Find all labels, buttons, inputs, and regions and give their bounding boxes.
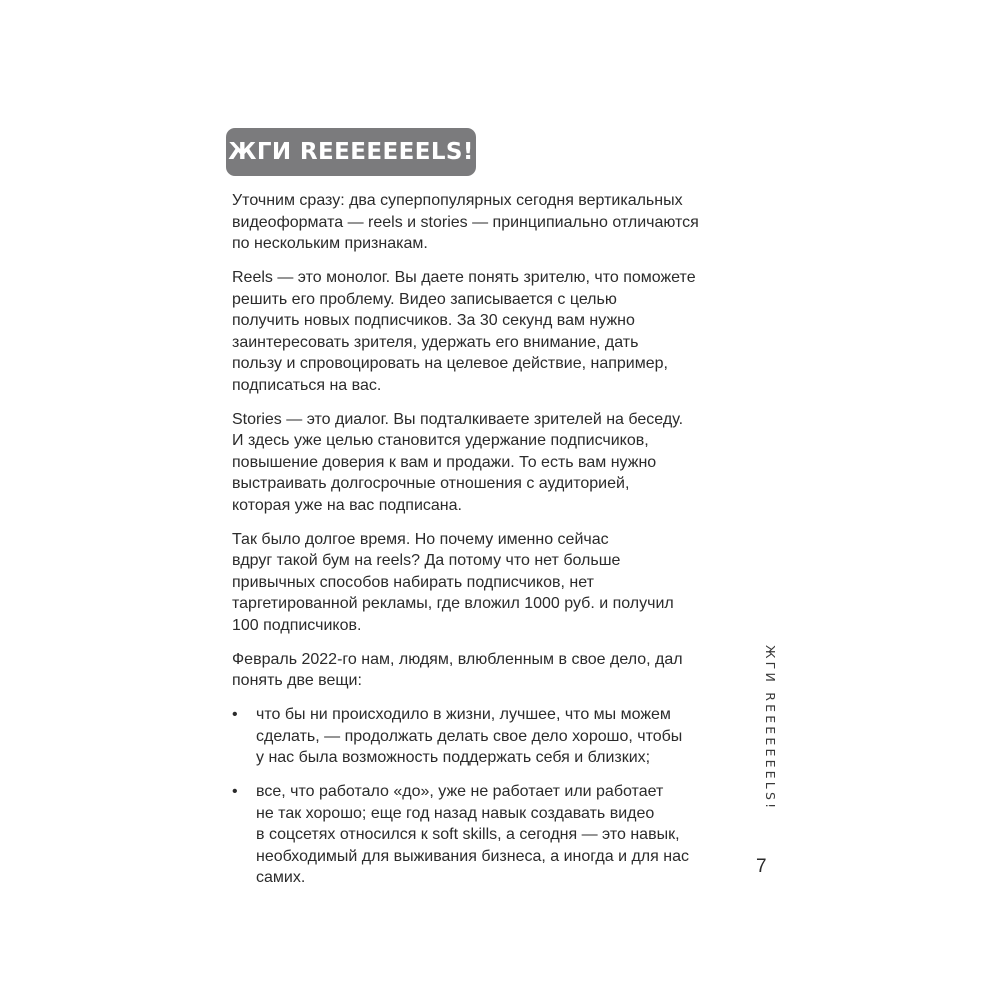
text-line: все, что работало «до», уже не работает или работает xyxy=(256,783,664,800)
text-line: понять две вещи: xyxy=(232,672,362,689)
paragraph xyxy=(232,529,732,637)
text-line: Февраль 2022-го нам, людям, влюбленным в свое дело, дал xyxy=(232,650,683,668)
text-line: самих. xyxy=(256,869,306,886)
chapter-heading: ЖГИ REEEEEEELS! xyxy=(226,128,476,176)
paragraph xyxy=(232,190,732,255)
bullet-icon: • xyxy=(232,706,238,723)
text-line: Reels — это монолог. Вы даете понять зрителю, что поможете xyxy=(232,269,696,286)
text-line: привычных способов набирать подписчиков, нет xyxy=(232,573,594,591)
paragraph xyxy=(232,649,732,692)
text-line: заинтересовать зрителя, удержать его внимание, дать xyxy=(232,333,639,351)
text-line: по нескольким признакам. xyxy=(232,235,428,252)
body-text xyxy=(232,190,732,901)
text-line: решить его проблему. Видео записывается с целью xyxy=(232,290,617,308)
list-item xyxy=(232,781,732,889)
text-line: не так хорошо; еще год назад навык создавать видео xyxy=(256,804,655,822)
text-line: которая уже на вас подписана. xyxy=(232,496,462,514)
bullet-icon: • xyxy=(232,783,238,800)
list-item xyxy=(232,704,732,769)
paragraph xyxy=(232,267,732,396)
text-line: подписаться на вас. xyxy=(232,376,382,394)
text-line: выстраивать долгосрочные отношения с аудиторией, xyxy=(232,475,630,492)
text-line: вдруг такой бум на reels? Да потому что нет больше xyxy=(232,552,621,569)
text-line: Так было долгое время. Но почему именно сейчас xyxy=(232,530,609,548)
text-line: таргетированной рекламы, где вложил 1000 руб. и получил xyxy=(232,595,674,612)
text-line: необходимый для выживания бизнеса, а иногда и для нас xyxy=(256,847,689,865)
page-number: 7 xyxy=(756,856,767,877)
text-line: получить новых подписчиков. За 30 секунд вам нужно xyxy=(232,312,635,329)
text-line: 100 подписчиков. xyxy=(232,616,362,634)
text-line: что бы ни происходило в жизни, лучшее, что мы можем xyxy=(256,706,671,723)
text-line: И здесь уже целью становится удержание подписчиков, xyxy=(232,432,649,449)
text-line: в соцсетях относился к soft skills, а сегодня — это навык, xyxy=(256,826,680,843)
running-head: ЖГИ REEEEEEELS! xyxy=(763,645,778,812)
text-line: повышение доверия к вам и продажи. То есть вам нужно xyxy=(232,453,657,471)
text-line: пользу и спровоцировать на целевое действие, например, xyxy=(232,355,668,372)
text-line: у нас была возможность поддержать себя и близких; xyxy=(256,749,651,766)
text-line: видеоформата — reels и stories — принципиально отличаются xyxy=(232,213,699,231)
text-line: сделать, — продолжать делать свое дело хорошо, чтобы xyxy=(256,727,683,745)
text-line: Уточним сразу: два суперпопулярных сегодня вертикальных xyxy=(232,192,683,209)
text-line: Stories — это диалог. Вы подталкиваете зрителей на беседу. xyxy=(232,410,684,428)
bullet-list xyxy=(232,704,732,889)
paragraph xyxy=(232,409,732,517)
